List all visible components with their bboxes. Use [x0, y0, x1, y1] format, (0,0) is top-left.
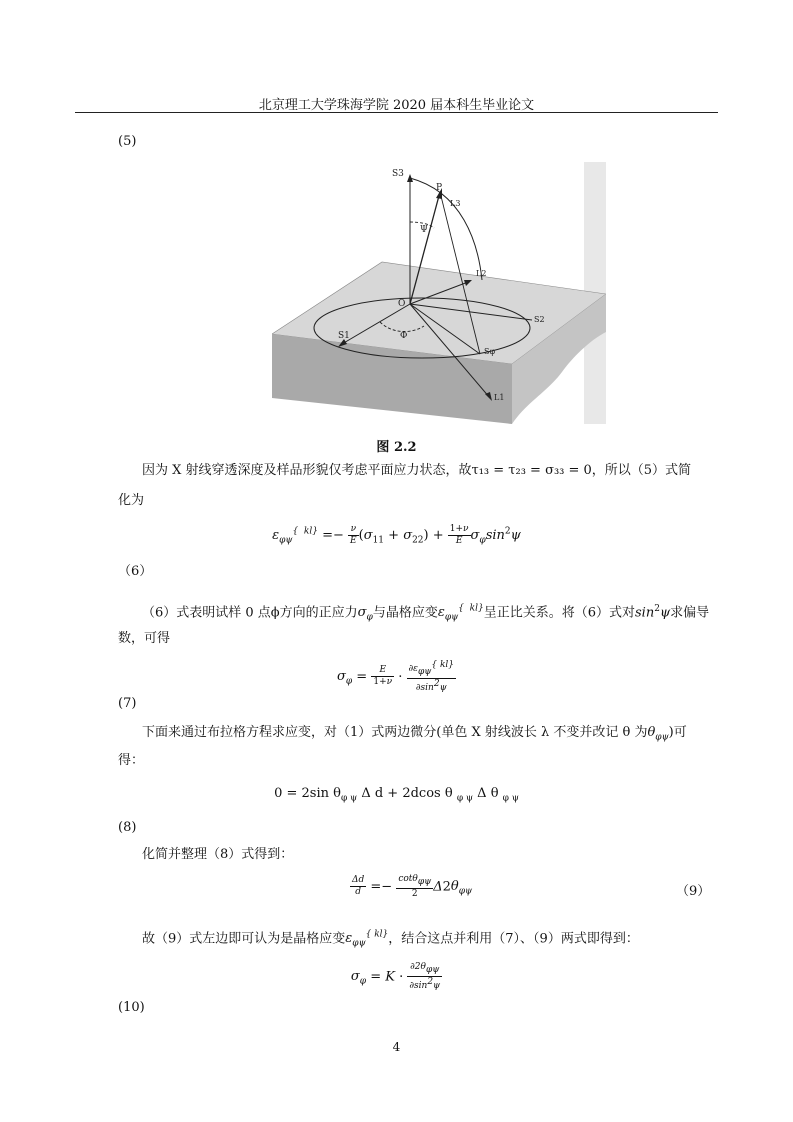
paragraph-2-line-1: （6）式表明试样 0 点ϕ方向的正应力$\sigma_\varphi$与晶格应变$\varepsilon_{\varphi\psi}^{\{ kl\}}$呈正比关系。将（6）式对$\sin^2\psi$求偏导 — [142, 604, 710, 623]
paragraph-3-line-2: 得： — [118, 753, 145, 768]
equation-8: 0 = 2sin $\theta_{\varphi \psi}$ Δ d + 2dcos θ $_{\varphi \psi}$ Δ θ $_{\varphi \psi}$ — [274, 786, 519, 804]
paragraph-2-line-2: 数，可得 — [118, 631, 171, 646]
page-number: 4 — [392, 1040, 401, 1054]
page-header: 北京理工大学珠海学院 2020 届本科生毕业论文 — [258, 98, 535, 113]
equation-number-10: (10) — [118, 1000, 145, 1015]
equation-6: $\varepsilon_{\varphi\psi}^{\{ kl\}}$ =− $\frac{\nu}{E}$ $(\sigma_{11} + \sigma_{22})$ + $\frac{1+\nu}{E}$ $\sigma_\varphi\sin^2\psi$ — [272, 524, 521, 546]
equation-7: $\sigma_\varphi$ = $\frac{E}{1+\nu}$ · $\frac{\partial\varepsilon_{\varphi\psi}^{\{ kl\}}}{\partial\sin^2\psi}$ — [336, 660, 455, 693]
label-s3: S3 — [392, 169, 404, 179]
paragraph-5: 故（9）式左边即可认为是晶格应变$\varepsilon_{\varphi\psi}^{\{ kl\}}$，结合这点并利用（7）、（9）两式即得到： — [142, 930, 639, 949]
label-s1: S1 — [338, 331, 350, 341]
label-l2: L2 — [476, 269, 487, 278]
header-rule — [75, 112, 718, 113]
equation-number-9: （9） — [676, 884, 711, 899]
label-s2: S2 — [534, 315, 545, 324]
equation-number-5: (5) — [118, 134, 137, 149]
paragraph-3-line-1: 下面来通过布拉格方程求应变，对（1）式两边微分(单色 X 射线波长 λ 不变并改记 θ 为$\theta_{\varphi\psi}$)可 — [142, 725, 687, 743]
paragraph-1-line-2: 化为 — [118, 493, 145, 508]
equation-10: $\sigma_\varphi = K$ · $\frac{\partial 2\theta_{\varphi\psi}}{\partial\sin^2\psi}$ — [350, 962, 441, 991]
stress-coordinate-figure — [272, 162, 606, 424]
label-phi: Φ — [400, 331, 408, 341]
label-l3: L3 — [450, 199, 461, 208]
paragraph-1-line-1: 因为 X 射线穿透深度及样品形貌仅考虑平面应力状态，故τ₁₃ = τ₂₃ = σ₃₃ = 0，所以（5）式简 — [142, 463, 692, 478]
equation-9: $\frac{\Delta d}{d}$ =− $\frac{\cot\theta_{\varphi\psi}}{2}$ $\Delta 2\theta_{\varphi\psi}$ — [352, 874, 473, 899]
label-o: O — [398, 299, 406, 309]
label-p: P — [436, 183, 443, 193]
equation-number-8: (8) — [118, 820, 137, 835]
label-l1: L1 — [494, 393, 505, 402]
paragraph-4: 化简并整理（8）式得到： — [142, 847, 294, 862]
equation-number-7: (7) — [118, 696, 137, 711]
equation-number-6: （6） — [118, 564, 153, 579]
label-sphi: Sφ — [484, 347, 496, 356]
label-psi: Ψ — [420, 225, 428, 235]
figure-caption: 图 2.2 — [376, 440, 417, 455]
